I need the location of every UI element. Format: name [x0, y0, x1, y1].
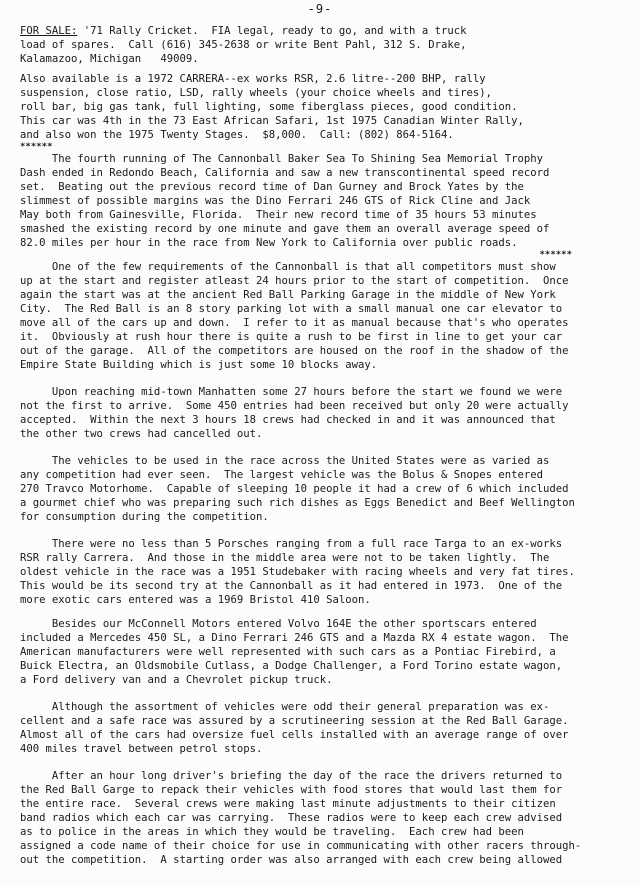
- paragraph-line: cellent and a safe race was assured by a scrutineering session at the Red Ball Garage.: [20, 715, 569, 727]
- for-sale-ad: [20, 24, 632, 66]
- paragraph-line: This would be its second try at the Cannonball as it had entered in 1973. One of the: [20, 580, 563, 592]
- article-paragraph: [20, 617, 632, 687]
- paragraph-line: not the first to arrive. Some 450 entries had been received but only 20 were actually: [20, 400, 569, 412]
- paragraph-line: There were no less than 5 Porsches ranging from a full race Targa to an ex-works: [20, 538, 563, 550]
- paragraph-line: for consumption during the competition.: [20, 511, 269, 523]
- paragraph-line: a Ford delivery van and a Chevrolet pickup truck.: [20, 674, 333, 686]
- paragraph-line: as to police in the areas in which they would be traveling. Each crew had been: [20, 826, 524, 838]
- article-paragraph: [20, 385, 632, 441]
- article-paragraph: [20, 537, 632, 607]
- paragraph-line: Empire State Building which is just some 10 blocks away.: [20, 359, 378, 371]
- paragraph-line: a gourmet chief who was preparing such rich dishes as Eggs Benedict and Beef Wellington: [20, 497, 575, 509]
- paragraph-line: out the competition. A starting order was also arranged with each crew being allowed: [20, 854, 563, 866]
- paragraph-line: The fourth running of The Cannonball Baker Sea To Shining Sea Memorial Trophy: [20, 153, 543, 165]
- also-available-ad: [20, 72, 632, 142]
- paragraph-line: RSR rally Carrera. And those in the middle area were not to be taken lightly. The: [20, 552, 550, 564]
- paragraph-line: Dash ended in Redondo Beach, California and saw a new transcontinental speed record: [20, 167, 550, 179]
- page-number: -9-: [307, 2, 333, 16]
- paragraph-line: move all of the cars up and down. I refer to it as manual because that's who operates: [20, 317, 569, 329]
- paragraph-line: Buick Electra, an Oldsmobile Cutlass, a Dodge Challenger, a Ford Torino estate wagon,: [20, 660, 563, 672]
- paragraph-line: set. Beating out the previous record time of Dan Gurney and Brock Yates by the: [20, 181, 524, 193]
- ad-line: roll bar, big gas tank, full lighting, some fiberglass pieces, good condition.: [20, 101, 518, 113]
- ad-line: Also available is a 1972 CARRERA--ex works RSR, 2.6 litre--200 BHP, rally: [20, 73, 486, 85]
- paragraph-line: again the start was at the ancient Red Ball Parking Garage in the middle of New York: [20, 289, 556, 301]
- article-paragraph: [20, 769, 632, 867]
- article-paragraph: [20, 700, 632, 756]
- paragraph-line: more exotic cars entered was a 1969 Bristol 410 Saloon.: [20, 594, 371, 606]
- for-sale-label: FOR SALE:: [20, 25, 78, 37]
- separator-stars: ******: [539, 250, 572, 260]
- article-paragraph: [20, 152, 632, 250]
- paragraph-line: included a Mercedes 450 SL, a Dino Ferrari 246 GTS and a Mazda RX 4 estate wagon. The: [20, 632, 569, 644]
- paragraph-line: up at the start and register atleast 24 hours prior to the start of competition. Once: [20, 275, 569, 287]
- paragraph-line: oldest vehicle in the race was a 1951 Studebaker with racing wheels and very fat tires.: [20, 566, 575, 578]
- paragraph-line: smashed the existing record by one minute and gave them an overall average speed of: [20, 223, 550, 235]
- paragraph-line: any competition had ever seen. The largest vehicle was the Bolus & Snopes entered: [20, 469, 543, 481]
- separator-stars: ******: [20, 142, 53, 152]
- paragraph-line: accepted. Within the next 3 hours 18 crews had checked in and it was announced that: [20, 414, 556, 426]
- paragraph-line: Although the assortment of vehicles were odd their general preparation was ex-: [20, 701, 550, 713]
- paragraph-line: the Red Ball Garge to repack their vehicles with food stores that would last them for: [20, 784, 563, 796]
- ad-line: Kalamazoo, Michigan 49009.: [20, 53, 199, 65]
- paragraph-line: the other two crews had cancelled out.: [20, 428, 263, 440]
- ad-line: This car was 4th in the 73 East African Safari, 1st 1975 Canadian Winter Rally,: [20, 115, 524, 127]
- article-paragraph: [20, 260, 632, 372]
- paragraph-line: Almost all of the cars had oversize fuel cells installed with an average range of over: [20, 729, 569, 741]
- paragraph-line: band radios which each car was carrying. These radios were to keep each crew advised: [20, 812, 563, 824]
- paragraph-line: 400 miles travel between petrol stops.: [20, 743, 263, 755]
- paragraph-line: Upon reaching mid-town Manhatten some 27 hours before the start we found we were: [20, 386, 563, 398]
- paragraph-line: 270 Travco Motorhome. Capable of sleeping 10 people it had a crew of 6 which included: [20, 483, 569, 495]
- ad-line: [20, 24, 632, 38]
- paragraph-line: it. Obviously at rush hour there is quite a rush to be first in line to get your car: [20, 331, 563, 343]
- paragraph-line: slimmest of possible margins was the Dino Ferrari 246 GTS of Rick Cline and Jack: [20, 195, 531, 207]
- paragraph-line: 82.0 miles per hour in the race from New York to California over public roads.: [20, 237, 518, 249]
- paragraph-line: The vehicles to be used in the race across the United States were as varied as: [20, 455, 550, 467]
- ad-line: suspension, close ratio, LSD, rally wheels (your choice wheels and tires),: [20, 87, 492, 99]
- paragraph-line: After an hour long driver's briefing the day of the race the drivers returned to: [20, 770, 563, 782]
- paragraph-line: May both from Gainesville, Florida. Their new record time of 35 hours 53 minutes: [20, 209, 537, 221]
- page-content: [20, 24, 632, 867]
- paragraph-line: assigned a code name of their choice for use in communicating with other racers through-: [20, 840, 582, 852]
- paragraph-line: One of the few requirements of the Cannonball is that all competitors must show: [20, 261, 556, 273]
- paragraph-line: the entire race. Several crews were making last minute adjustments to their citizen: [20, 798, 556, 810]
- paragraph-line: Besides our McConnell Motors entered Volvo 164E the other sportscars entered: [20, 618, 537, 630]
- paragraph-line: out of the garage. All of the competitors are housed on the roof in the shadow of the: [20, 345, 569, 357]
- ad-line: load of spares. Call (616) 345-2638 or write Bent Pahl, 312 S. Drake,: [20, 39, 467, 51]
- article-paragraph: [20, 454, 632, 524]
- ad-line: and also won the 1975 Twenty Stages. $8,000. Call: (802) 864-5164.: [20, 129, 454, 141]
- ad-line-text: '71 Rally Cricket. FIA legal, ready to go, and with a truck: [77, 25, 467, 37]
- paragraph-line: City. The Red Ball is an 8 story parking lot with a small manual one car elevator to: [20, 303, 563, 315]
- paragraph-line: American manufacturers were well represented with such cars as a Pontiac Firebird, a: [20, 646, 556, 658]
